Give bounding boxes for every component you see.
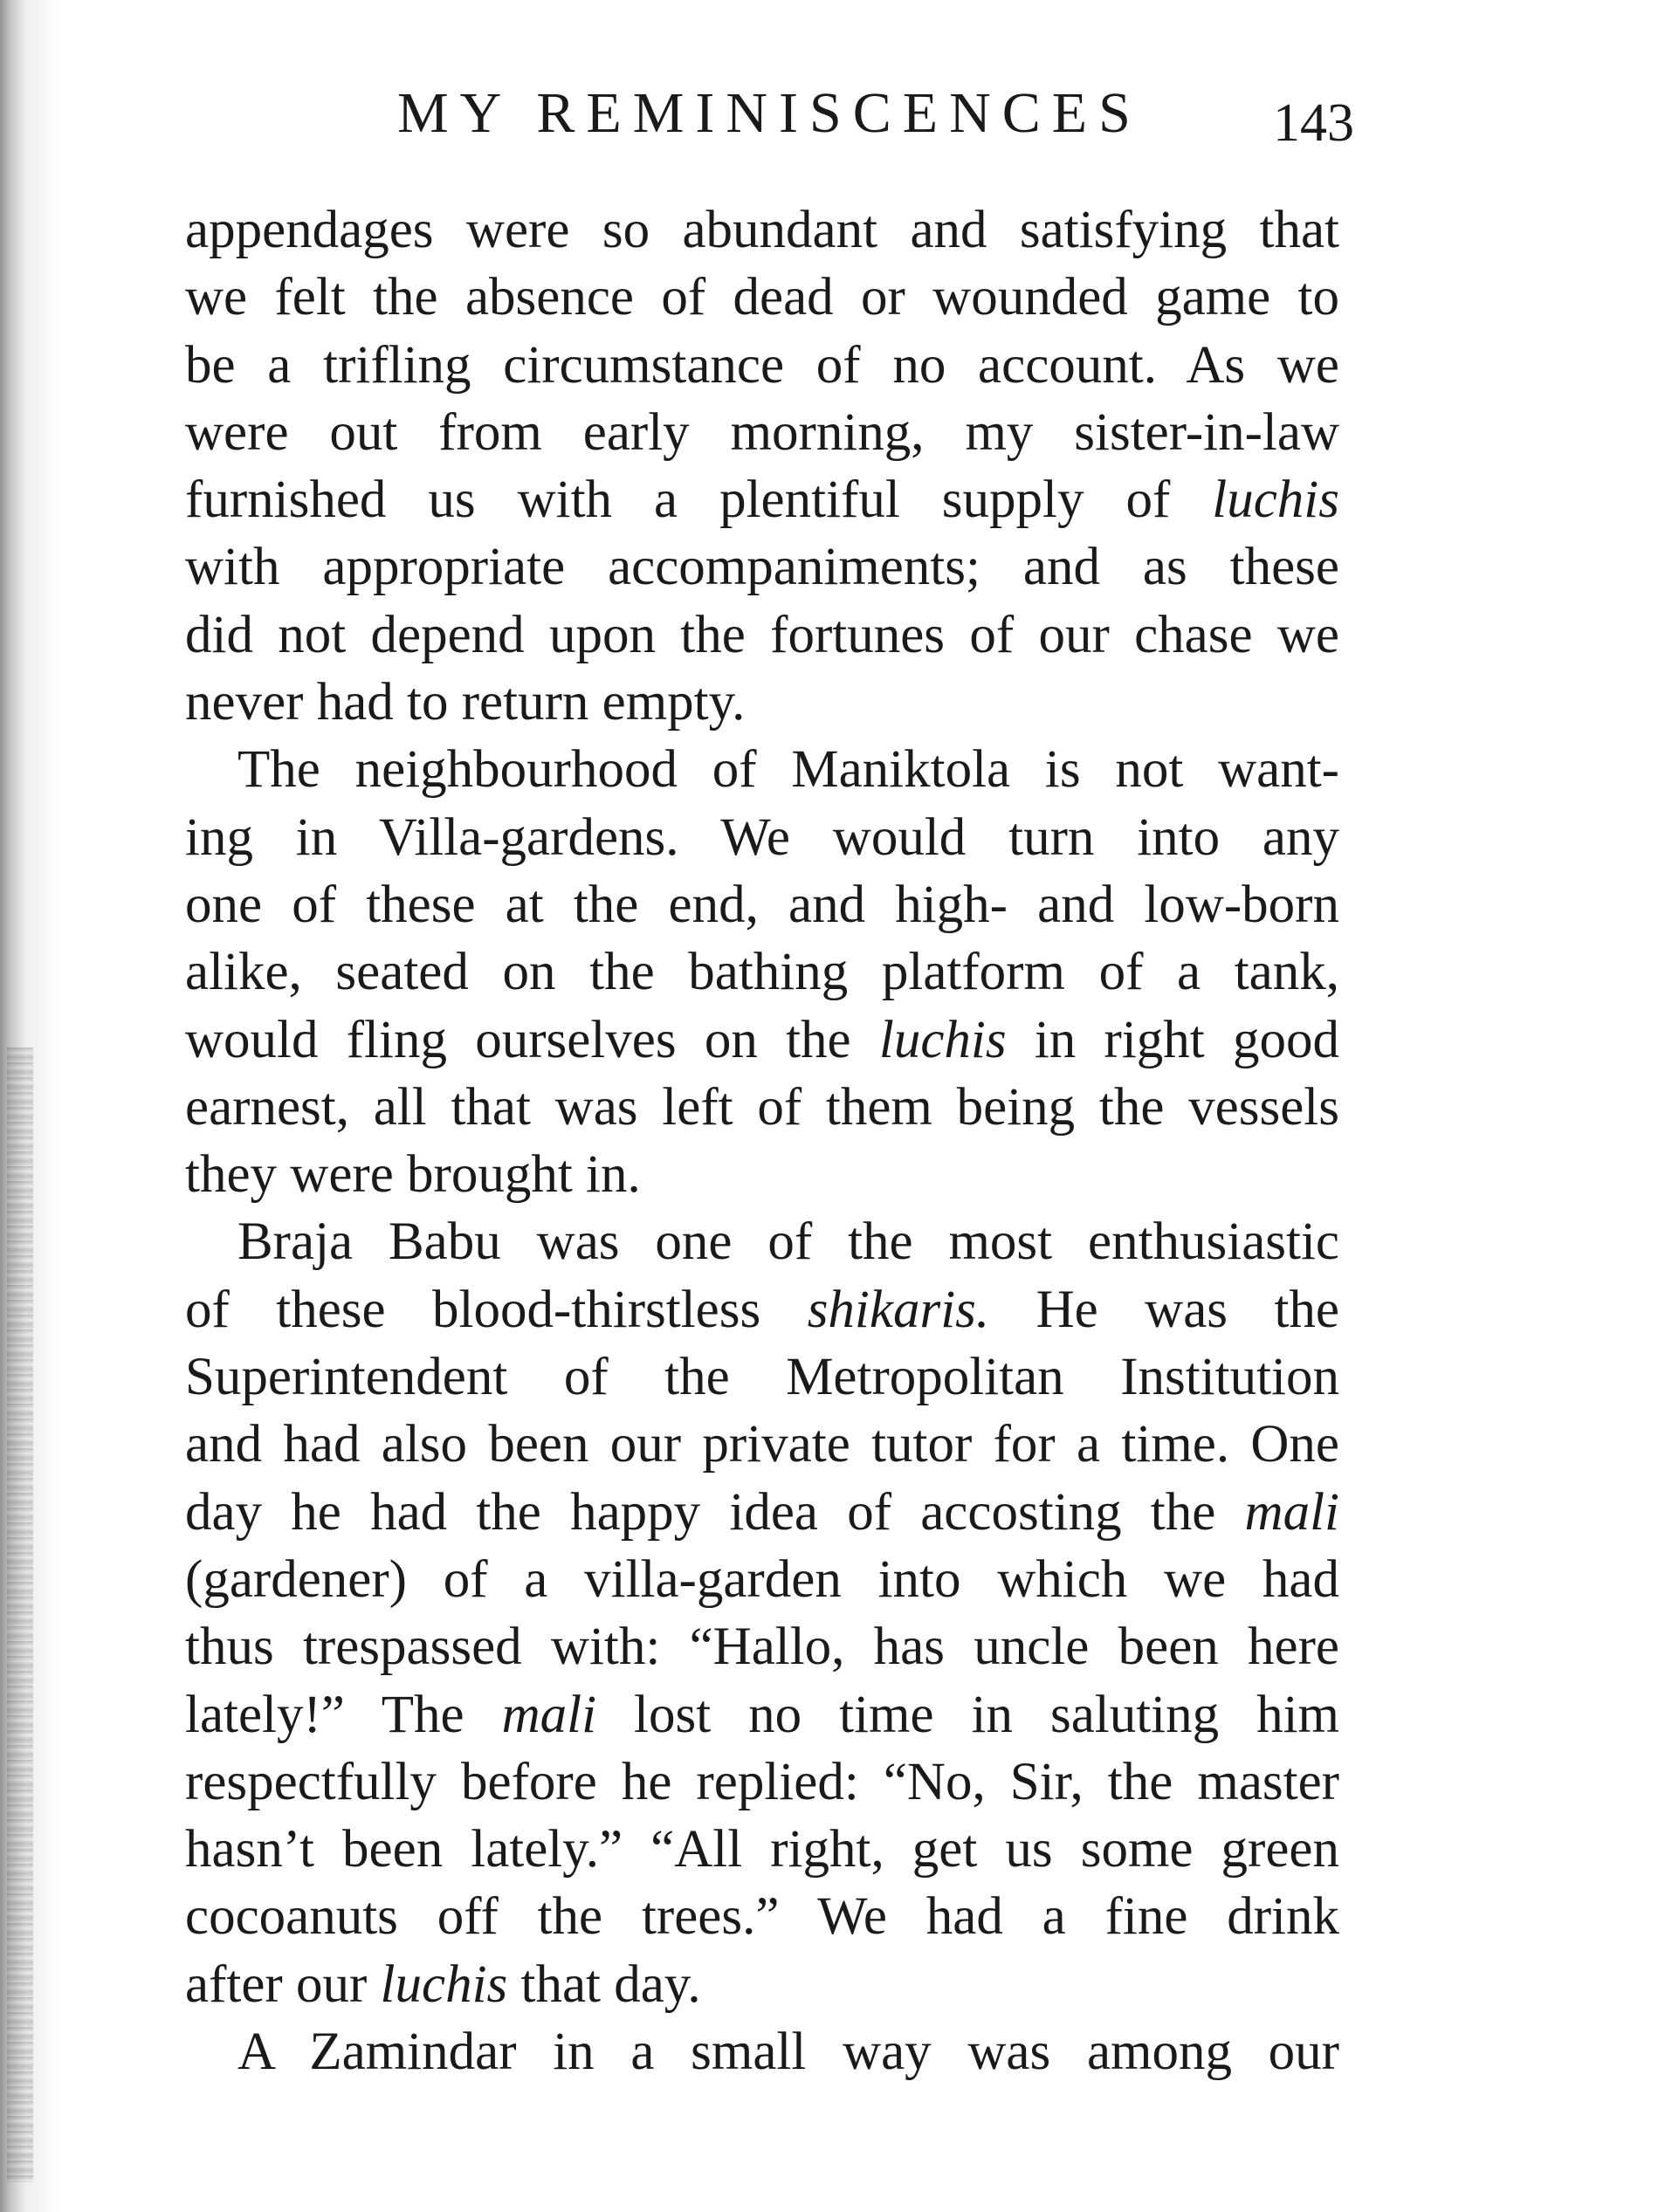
text-line: (gardener) of a villa-garden into which we had — [185, 1549, 1339, 1609]
text-line: alike, seated on the bathing platform of a tank, — [185, 943, 1339, 1002]
text-line: ing in Villa-gardens. We would turn into any — [185, 807, 1339, 867]
italic-word: shikaris. — [807, 1280, 990, 1339]
italic-word: luchis — [380, 1954, 508, 2014]
italic-word: mali — [1244, 1482, 1339, 1542]
text-line: did not depend upon the fortunes of our chase we — [185, 605, 1339, 664]
text-line: and had also been our private tutor for a time. One — [185, 1415, 1339, 1474]
text-line — [185, 1479, 1339, 1546]
text-line — [185, 1006, 1339, 1074]
text-line: we felt the absence of dead or wounded game to — [185, 268, 1339, 327]
text-line: thus trespassed with: “Hallo, has uncle been here — [185, 1618, 1339, 1677]
page-header — [0, 80, 1665, 153]
text-run: after our — [185, 1954, 381, 2014]
text-line: respectfully before he replied: “No, Sir, the master — [185, 1752, 1339, 1811]
text-line — [185, 466, 1339, 533]
text-run: that day. — [507, 1954, 701, 2014]
text-run: furnished us with a plentiful supply of — [185, 471, 1213, 530]
running-title: MY REMINISCENCES — [397, 81, 1142, 145]
text-line: earnest, all that was left of them being the vessels — [185, 1077, 1339, 1137]
text-line — [185, 1681, 1339, 1748]
text-line — [185, 1276, 1339, 1343]
text-run: lately!” The — [185, 1685, 502, 1744]
italic-word: luchis — [1212, 471, 1339, 530]
text-line: one of these at the end, and high- and low-born — [185, 875, 1339, 934]
italic-word: mali — [501, 1685, 597, 1744]
text-line: The neighbourhood of Maniktola is not want- — [237, 740, 1339, 800]
text-run: of these blood-thirstless — [185, 1280, 808, 1339]
text-line: cocoanuts off the trees.” We had a fine drink — [185, 1887, 1339, 1947]
text-line: hasn’t been lately.” “All right, get us some green — [185, 1820, 1339, 1879]
text-line: A Zamindar in a small way was among our — [237, 2023, 1339, 2082]
text-run: day he had the happy idea of accosting the — [185, 1482, 1245, 1542]
text-run: would fling ourselves on the — [185, 1010, 879, 1069]
text-line: never had to return empty. — [185, 673, 746, 732]
italic-word: luchis — [878, 1010, 1007, 1069]
text-line: be a trifling circumstance of no account. As we — [185, 335, 1339, 395]
page-number: 143 — [1273, 93, 1354, 153]
text-line: were out from early morning, my sister-in-law — [185, 402, 1339, 462]
text-line: Superintendent of the Metropolitan Institution — [185, 1348, 1339, 1407]
text-line: appendages were so abundant and satisfying that — [185, 201, 1339, 259]
scan-gutter-speckle — [7, 1048, 33, 2182]
body-text — [185, 196, 1339, 2085]
text-run: in right good — [1006, 1010, 1339, 1069]
text-run: He was the — [989, 1280, 1340, 1339]
text-line: with appropriate accompaniments; and as these — [185, 538, 1339, 597]
text-line: they were brought in. — [185, 1145, 641, 1205]
text-run: lost no time in saluting him — [596, 1685, 1339, 1744]
text-line — [185, 1951, 1339, 2018]
text-line: Braja Babu was one of the most enthusiastic — [237, 1212, 1339, 1272]
